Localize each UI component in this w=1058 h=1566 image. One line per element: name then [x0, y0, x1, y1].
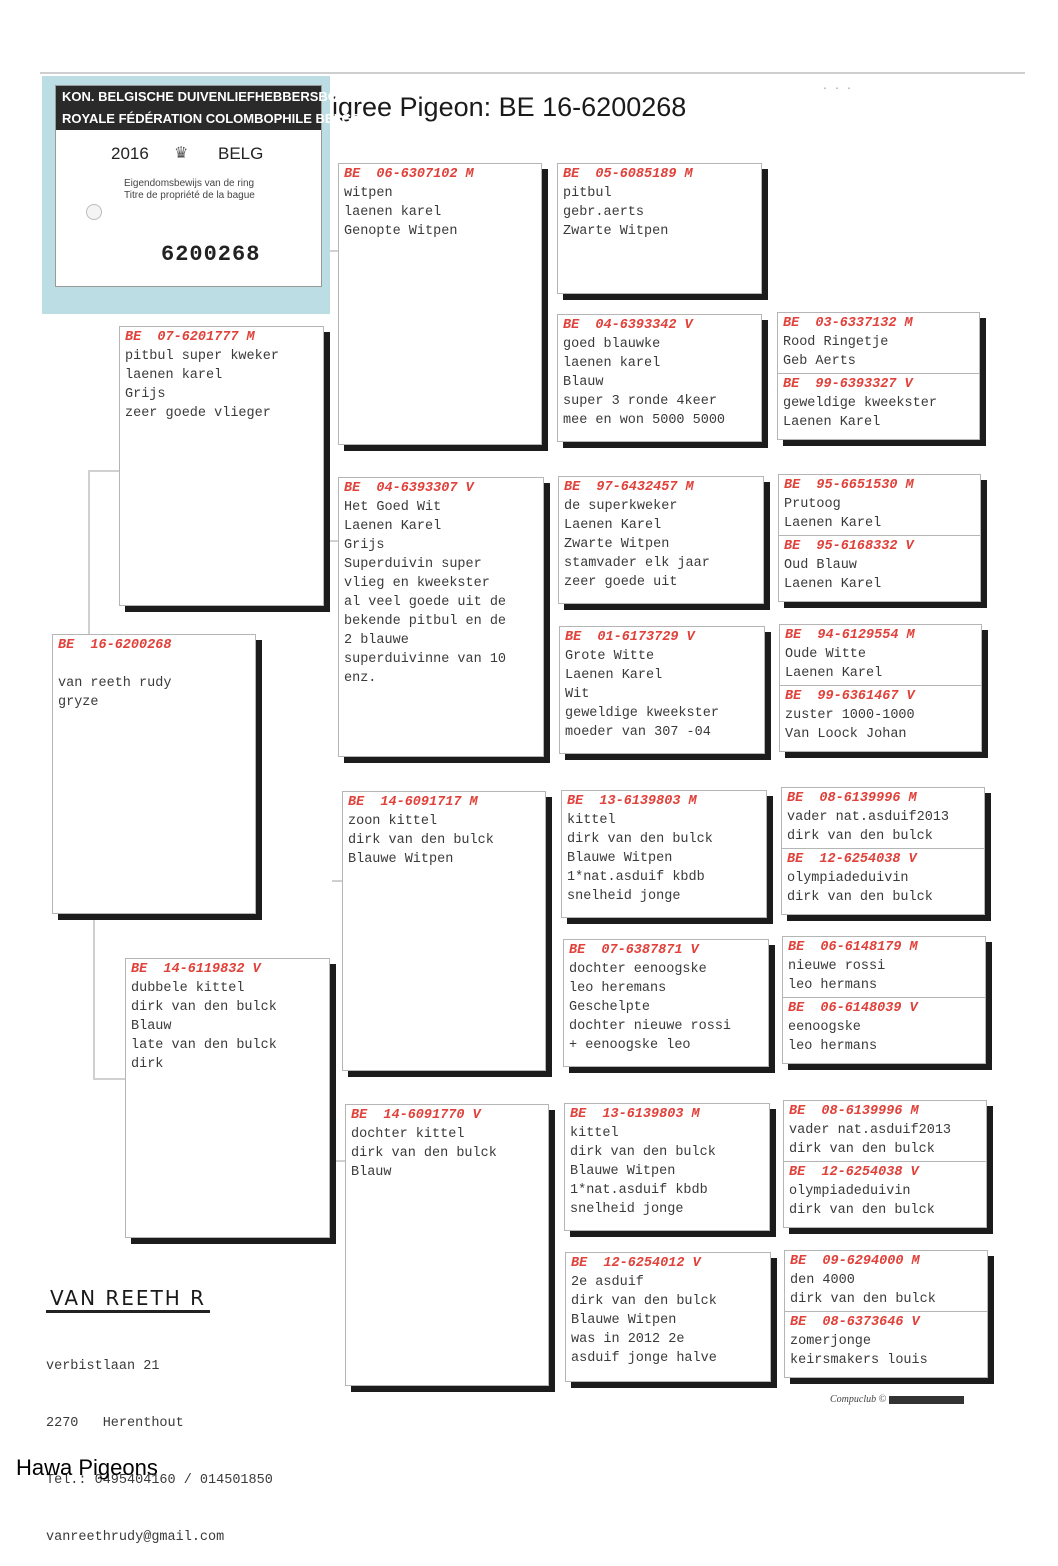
ring-year: 2016: [111, 144, 149, 163]
ownership-nl: Eigendomsbewijs van de ring: [124, 178, 255, 189]
info-line: laenen karel: [563, 356, 661, 371]
pigeon-card-fmm: [559, 626, 765, 754]
info-line: dirk van den bulck: [789, 1203, 935, 1218]
owner-address: [46, 1319, 273, 1566]
pair-divider: [778, 373, 979, 374]
ring-code: BE 06-6307102 M: [344, 167, 474, 182]
ring-code: BE 94-6129554 M: [785, 628, 915, 643]
info-line: den 4000: [790, 1273, 855, 1288]
connector-line: [332, 1160, 346, 1162]
compuclub-credit: [830, 1394, 964, 1405]
info-line: Zwarte Witpen: [564, 537, 670, 552]
info-line: dirk van den bulck: [131, 1000, 277, 1015]
info-line: Het Goed Wit: [344, 500, 442, 515]
ring-code: BE 09-6294000 M: [790, 1254, 920, 1269]
ring-code: BE 13-6139803 M: [570, 1107, 700, 1122]
scan-mark: · · ·: [822, 84, 853, 95]
pigeon-card-fm: [338, 477, 544, 757]
info-line: Zwarte Witpen: [563, 224, 669, 239]
info-line: Prutoog: [784, 497, 841, 512]
info-line: geweldige kweekster: [565, 706, 719, 721]
ring-code: BE 07-6387871 V: [569, 943, 699, 958]
watermark-text: Hawa Pigeons: [16, 1455, 158, 1480]
ring-code: BE 14-6091717 M: [348, 795, 478, 810]
ring-card: [55, 85, 361, 287]
info-line: dirk van den bulck: [787, 829, 933, 844]
info-line: 1*nat.asduif kbdb: [570, 1183, 708, 1198]
info-line: asduif jonge halve: [571, 1351, 717, 1366]
info-line: zomerjonge: [790, 1334, 872, 1349]
ownership-fr: Titre de propriété de la bague: [124, 190, 255, 201]
ring-code: BE 12-6254012 V: [571, 1256, 701, 1271]
pigeon-pair-mmm: [784, 1250, 988, 1378]
info-line: was in 2012 2e: [571, 1332, 685, 1347]
info-line: Blauw: [563, 375, 604, 390]
info-line: kittel: [570, 1126, 619, 1141]
compuclub-label: Compuclub ©: [830, 1394, 887, 1405]
info-line: dirk van den bulck: [567, 832, 713, 847]
info-line: dochter kittel: [351, 1127, 465, 1142]
info-line: 2 blauwe: [344, 633, 409, 648]
connector-line: [88, 470, 122, 472]
info-line: bekende pitbul en de: [344, 614, 507, 629]
address-phone: Tel.: 0495404160 / 014501850: [46, 1473, 273, 1488]
info-line: olympiadeduivin: [789, 1184, 911, 1199]
ring-code: BE 04-6393342 V: [563, 318, 693, 333]
info-line: geweldige kweekster: [783, 396, 937, 411]
ring-code: BE 08-6139996 M: [787, 791, 917, 806]
info-line: Grote Witte: [565, 649, 655, 664]
ring-code: BE 99-6361467 V: [785, 689, 915, 704]
ring-code: BE 95-6651530 M: [784, 478, 914, 493]
info-line: Van Loock Johan: [785, 727, 907, 742]
pigeon-card-mff: [561, 790, 767, 918]
info-line: mee en won 5000 5000: [563, 413, 726, 428]
pair-divider: [782, 848, 984, 849]
info-line: Laenen Karel: [344, 519, 442, 534]
info-line: nieuwe rossi: [788, 959, 886, 974]
info-line: stamvader elk jaar: [564, 556, 710, 571]
pigeon-pair-mff: [781, 787, 985, 915]
ring-code: BE 99-6393327 V: [783, 377, 913, 392]
info-line: Blauw: [131, 1019, 172, 1034]
info-line: al veel goede uit de: [344, 595, 507, 610]
crown-icon: ♛: [174, 145, 189, 162]
pair-divider: [783, 997, 985, 998]
pair-divider: [785, 1311, 987, 1312]
info-line: dirk van den bulck: [570, 1145, 716, 1160]
ring-ownership-text: [124, 178, 255, 202]
connector-line: [93, 1078, 127, 1080]
info-line: dirk van den bulck: [790, 1292, 936, 1307]
pair-divider: [779, 535, 980, 536]
page-title: igree Pigeon: BE 16-6200268: [332, 92, 687, 122]
ring-code: BE 08-6139996 M: [789, 1104, 919, 1119]
ring-code: BE 03-6337132 M: [783, 316, 913, 331]
info-line: keirsmakers louis: [790, 1353, 928, 1368]
pair-divider: [784, 1161, 986, 1162]
info-line: dubbele kittel: [131, 981, 245, 996]
pigeon-card-mother: [125, 958, 330, 1238]
pigeon-card-fff: [557, 163, 762, 294]
org-name-nl: KON. BELGISCHE DUIVENLIEFHEBBERSBOND: [56, 86, 321, 108]
info-line: Oude Witte: [785, 647, 867, 662]
info-line: laenen karel: [344, 205, 442, 220]
info-line: eenoogske: [788, 1020, 861, 1035]
info-line: Laenen Karel: [564, 518, 662, 533]
punch-hole: [86, 204, 102, 220]
info-line: Laenen Karel: [785, 666, 883, 681]
ring-number: 6200268: [161, 242, 261, 267]
info-line: dirk: [131, 1057, 164, 1072]
ring-code: BE 95-6168332 V: [784, 539, 914, 554]
info-line: Laenen Karel: [783, 415, 881, 430]
address-street: verbistlaan 21: [46, 1359, 160, 1374]
info-line: Grijs: [125, 387, 166, 402]
pigeon-card-mm: [345, 1104, 549, 1386]
address-city: 2270 Herenthout: [46, 1416, 184, 1431]
pair-divider: [780, 685, 981, 686]
connector-line: [93, 920, 95, 1080]
address-email: vanreethrudy@gmail.com: [46, 1530, 225, 1545]
info-line: super 3 ronde 4keer: [563, 394, 717, 409]
info-line: dirk van den bulck: [351, 1146, 497, 1161]
info-line: dochter eenoogske: [569, 962, 707, 977]
info-line: witpen: [344, 186, 393, 201]
info-line: zeer goede uit: [564, 575, 678, 590]
owner-signature: VAN REETH R: [46, 1286, 210, 1313]
info-line: vader nat.asduif2013: [787, 810, 950, 825]
ring-code: BE 07-6201777 M: [125, 330, 255, 345]
info-line: Blauwe Witpen: [348, 852, 454, 867]
info-line: dirk van den bulck: [789, 1142, 935, 1157]
info-line: olympiadeduivin: [787, 871, 909, 886]
info-line: vlieg en kweekster: [344, 576, 490, 591]
pigeon-card-mfm: [563, 939, 769, 1067]
info-line: dirk van den bulck: [348, 833, 494, 848]
info-line: Oud Blauw: [784, 558, 857, 573]
info-line: pitbul super kweker: [125, 349, 279, 364]
ring-code: BE 04-6393307 V: [344, 481, 474, 496]
ring-code: BE 12-6254038 V: [789, 1165, 919, 1180]
ring-code: BE 14-6091770 V: [351, 1108, 481, 1123]
connector-line: [332, 880, 342, 882]
info-line: goed blauwke: [563, 337, 661, 352]
pigeon-pair-fmf: [778, 474, 981, 602]
connector-line: [88, 470, 90, 635]
ring-code: BE 12-6254038 V: [787, 852, 917, 867]
pigeon-card-main: [52, 634, 256, 914]
info-line: moeder van 307 -04: [565, 725, 711, 740]
pigeon-pair-mmf: [783, 1100, 987, 1228]
info-line: laenen karel: [125, 368, 223, 383]
org-name-fr: ROYALE FÉDÉRATION COLOMBOPHILE BELGE: [56, 108, 321, 130]
pigeon-card-ff: [338, 163, 542, 445]
info-line: dirk van den bulck: [787, 890, 933, 905]
info-line: Geschelpte: [569, 1000, 651, 1015]
info-line: snelheid jonge: [567, 889, 681, 904]
info-line: zuster 1000-1000: [785, 708, 915, 723]
ring-code: BE 16-6200268: [58, 638, 172, 653]
info-line: Grijs: [344, 538, 385, 553]
pigeon-pair-ffm: [777, 312, 980, 440]
ring-code: BE 05-6085189 M: [563, 167, 693, 182]
ring-certificate: [42, 76, 361, 314]
info-line: Blauwe Witpen: [567, 851, 673, 866]
ring-country: BELG: [218, 144, 264, 163]
info-line: Genopte Witpen: [344, 224, 458, 239]
info-line: Laenen Karel: [565, 668, 663, 683]
ring-code: BE 06-6148039 V: [788, 1001, 918, 1016]
ring-code: BE 97-6432457 M: [564, 480, 694, 495]
info-line: superduivinne van 10: [344, 652, 507, 667]
pigeon-card-mmm: [565, 1252, 771, 1382]
info-line: 1*nat.asduif kbdb: [567, 870, 705, 885]
info-line: 2e asduif: [571, 1275, 644, 1290]
redacted-mark: [889, 1396, 964, 1404]
info-line: leo hermans: [788, 1039, 878, 1054]
info-line: zeer goede vlieger: [125, 406, 271, 421]
info-line: Blauwe Witpen: [570, 1164, 676, 1179]
info-line: dochter nieuwe rossi: [569, 1019, 732, 1034]
info-line: gebr.aerts: [563, 205, 645, 220]
ring-code: BE 06-6148179 M: [788, 940, 918, 955]
info-line: Laenen Karel: [784, 516, 882, 531]
info-line: dirk van den bulck: [571, 1294, 717, 1309]
info-line: Blauw: [351, 1165, 392, 1180]
ring-code: BE 08-6373646 V: [790, 1315, 920, 1330]
pigeon-card-mmf: [564, 1103, 770, 1231]
info-line: Wit: [565, 687, 590, 702]
info-line: leo heremans: [569, 981, 667, 996]
ring-code: BE 14-6119832 V: [131, 962, 261, 977]
info-line: van reeth rudy: [58, 676, 172, 691]
pigeon-pair-mfm: [782, 936, 986, 1064]
info-line: leo hermans: [788, 978, 878, 993]
pigeon-card-fmf: [558, 476, 764, 604]
info-line: Laenen Karel: [784, 577, 882, 592]
pigeon-pair-fmm: [779, 624, 982, 752]
info-line: vader nat.asduif2013: [789, 1123, 952, 1138]
info-line: kittel: [567, 813, 616, 828]
pigeon-card-mf: [342, 791, 546, 1071]
info-line: Blauwe Witpen: [571, 1313, 677, 1328]
info-line: zoon kittel: [348, 814, 438, 829]
pigeon-card-father: [119, 326, 324, 606]
info-line: + eenoogske leo: [569, 1038, 691, 1053]
ring-code: BE 01-6173729 V: [565, 630, 695, 645]
info-line: Superduivin super: [344, 557, 482, 572]
pigeon-card-ffm: [557, 314, 762, 442]
info-line: Geb Aerts: [783, 354, 856, 369]
info-line: de superkweker: [564, 499, 678, 514]
info-line: snelheid jonge: [570, 1202, 684, 1217]
info-line: gryze: [58, 695, 99, 710]
info-line: late van den bulck: [131, 1038, 277, 1053]
info-line: enz.: [344, 671, 377, 686]
ring-code: BE 13-6139803 M: [567, 794, 697, 809]
info-line: Rood Ringetje: [783, 335, 889, 350]
top-rule: [40, 72, 1025, 74]
info-line: pitbul: [563, 186, 612, 201]
